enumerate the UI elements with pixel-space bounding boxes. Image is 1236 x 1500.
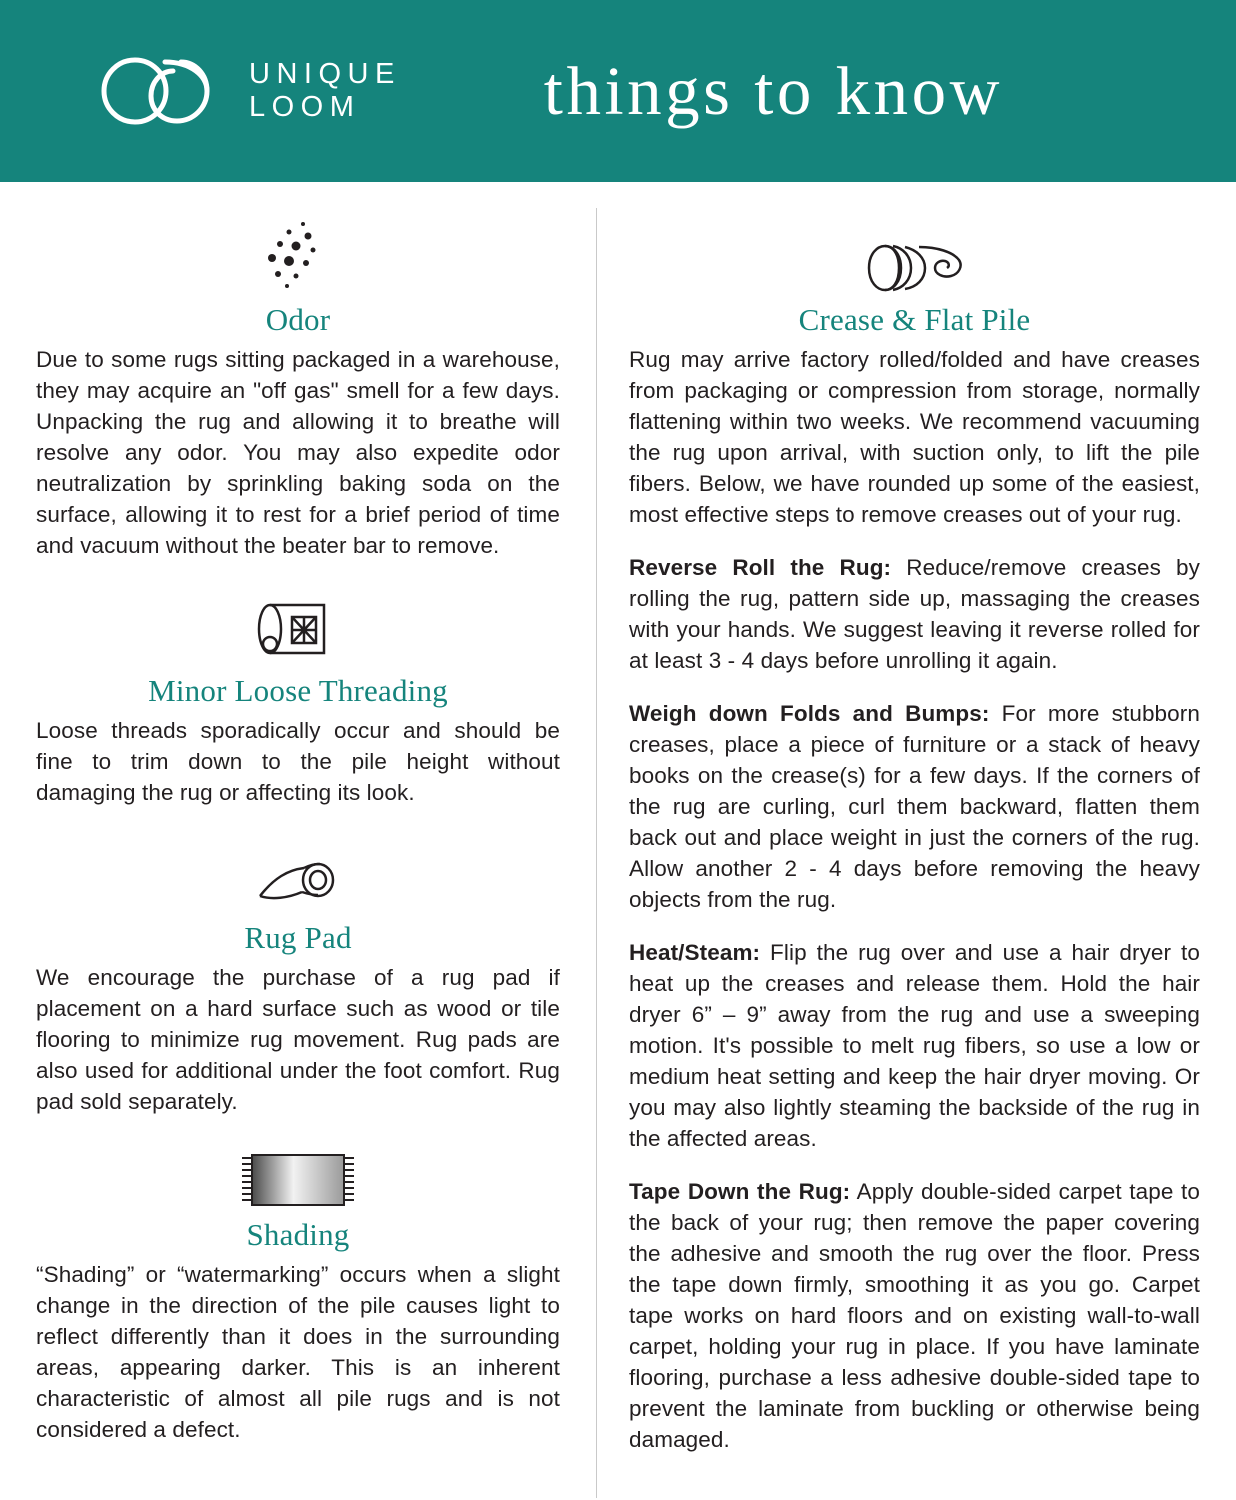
tip-label-reverse-roll: Reverse Roll the Rug: bbox=[629, 555, 892, 580]
section-rug-pad bbox=[36, 826, 560, 1117]
section-title-shading: Shading bbox=[246, 1217, 350, 1252]
brand-logo bbox=[95, 52, 401, 130]
rug-pad-roll-icon bbox=[36, 826, 560, 918]
tip-text-tape-down: Apply double-sided carpet tape to the back of your rug; then remove the paper covering the adhesive and smooth the rug over the floor. Press the tape down firmly, smoothing it as you go. Carpet tape works on hard floors and on existing wall-to-wall carpet, holding your rug in place. If you have laminate flooring, purchase a less adhesive double-sided tape to prevent the laminate from buckling or otherwise being damaged. bbox=[629, 1179, 1201, 1452]
tip-heat-steam bbox=[629, 937, 1200, 1154]
section-title-odor: Odor bbox=[265, 302, 331, 337]
section-odor bbox=[36, 208, 560, 561]
tip-text-heat-steam: Flip the rug over and use a hair dryer to heat up the creases and release them. Hold the hair dryer 6” – 9” away from the rug and use a sweeping motion. It's possible to melt rug fibers, so use a low or medium heat setting and keep the hair dryer moving. Or you may also lightly steaming the backside of the rug in the affected areas. bbox=[629, 940, 1200, 1151]
tip-weigh-down bbox=[629, 698, 1200, 915]
section-minor-loose-threading bbox=[36, 579, 560, 808]
brand-wordmark bbox=[249, 58, 401, 125]
crease-intro-text: Rug may arrive factory rolled/folded and have creases from packaging or compression from storage, normally flattening within two weeks. We recommend vacuuming the rug upon arrival, with suction only, to lift the pile fibers. Below, we have rounded up some of the easiest, most effective steps to remove creases out of your rug. bbox=[629, 347, 1200, 527]
spacer bbox=[36, 561, 560, 579]
tip-label-heat-steam: Heat/Steam: bbox=[629, 940, 761, 965]
section-title-crease: Crease & Flat Pile bbox=[798, 302, 1031, 337]
crease-pile-icon bbox=[629, 208, 1200, 300]
section-body-rug-pad: We encourage the purchase of a rug pad if placement on a hard surface such as wood or tile flooring to minimize rug movement. Rug pads are also used for additional under the foot comfort. Rug pad sold separately. bbox=[36, 965, 560, 1114]
page-content bbox=[0, 182, 1236, 1498]
section-shading bbox=[36, 1135, 560, 1445]
section-title-threading: Minor Loose Threading bbox=[148, 673, 448, 708]
page-title: things to know bbox=[543, 52, 1003, 129]
tip-tape-down bbox=[629, 1176, 1200, 1455]
tip-text-weigh-down: For more stubborn creases, place a piece of furniture or a stack of heavy books on the crease(s) for a few days. If the corners of the rug are curling, curl them backward, flatten them back out and place weight in just the corners of the rug. Allow another 2 - 4 days before removing the heavy objects from the rug. bbox=[629, 701, 1200, 912]
section-title-rug-pad: Rug Pad bbox=[244, 920, 352, 955]
section-body-odor: Due to some rugs sitting packaged in a warehouse, they may acquire an "off gas" smell for a few days. Unpacking the rug and allowing it to breathe will resolve any odor. You may also expedite odor neutralization by sprinkling baking soda on the surface, allowing it to rest for a brief period of time and vacuum without the beater bar to remove. bbox=[36, 347, 560, 558]
shaded-rug-icon bbox=[36, 1135, 560, 1215]
brand-line-2: LOOM bbox=[249, 91, 361, 123]
tip-label-weigh-down: Weigh down Folds and Bumps: bbox=[629, 701, 990, 726]
section-body-shading: “Shading” or “watermarking” occurs when a slight change in the direction of the pile causes light to reflect differently than it does in the surrounding areas, appearing darker. This is an inherent characteristic of almost all pile rugs and is not considered a defect. bbox=[36, 1262, 560, 1442]
tip-reverse-roll bbox=[629, 552, 1200, 676]
page-header bbox=[0, 0, 1236, 182]
infinity-loom-logo-icon bbox=[95, 52, 227, 130]
left-column bbox=[36, 208, 566, 1498]
section-body-threading: Loose threads sporadically occur and should be fine to trim down to the pile height without damaging the rug or affecting its look. bbox=[36, 718, 560, 805]
tip-text-reverse-roll: Reduce/remove creases by rolling the rug, pattern side up, massaging the creases with your hands. We suggest leaving it reverse rolled for at least 3 - 4 days before unrolling it again. bbox=[629, 555, 1200, 673]
column-divider bbox=[596, 208, 597, 1498]
spacer bbox=[36, 808, 560, 826]
brand-line-1: UNIQUE bbox=[249, 57, 401, 90]
right-column bbox=[627, 208, 1200, 1498]
odor-dots-icon bbox=[36, 208, 560, 300]
rolled-rug-icon bbox=[36, 579, 560, 671]
spacer bbox=[36, 1117, 560, 1135]
tip-label-tape-down: Tape Down the Rug: bbox=[629, 1179, 851, 1204]
